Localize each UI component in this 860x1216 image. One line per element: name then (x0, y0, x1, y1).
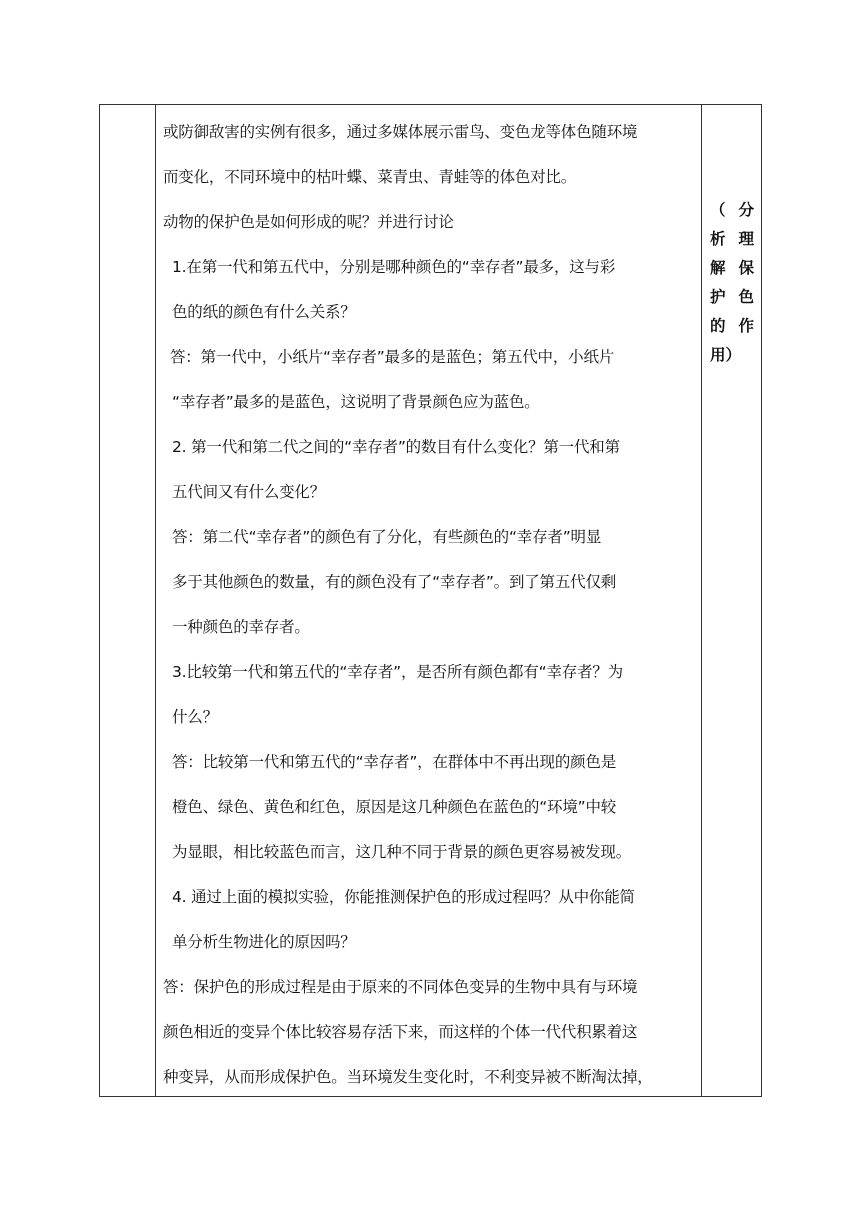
side-char: （ (710, 201, 726, 219)
side-char: 分 (738, 201, 754, 219)
side-note-row (706, 341, 758, 370)
side-note-row (706, 196, 758, 225)
answer-line: 答：第一代中，小纸片“幸存者”最多的是蓝色；第五代中，小纸片 (170, 348, 615, 366)
side-char: 保 (738, 259, 754, 277)
answer-line: 多于其他颜色的数量，有的颜色没有了“幸存者”。到了第五代仅剩 (172, 573, 617, 591)
column-divider-right (701, 104, 702, 1097)
side-char: 色 (738, 288, 754, 306)
side-note-row (706, 312, 758, 341)
side-note-row (706, 254, 758, 283)
side-char: 析 (710, 230, 726, 248)
side-note-cell (706, 196, 758, 370)
column-divider-left (155, 104, 156, 1097)
answer-line: “幸存者”最多的是蓝色，这说明了背景颜色应为蓝色。 (172, 393, 540, 411)
answer-line: 一种颜色的幸存者。 (172, 618, 310, 636)
question-line: 五代间又有什么变化？ (172, 483, 326, 501)
side-char: 作 (738, 317, 754, 335)
answer-line: 答：比较第一代和第五代的“幸存者”，在群体中不再出现的颜色是 (172, 753, 617, 771)
text-line: 而变化，不同环境中的枯叶蝶、菜青虫、青蛙等的体色对比。 (163, 168, 577, 186)
question-line: 2. 第一代和第二代之间的“幸存者”的数目有什么变化？第一代和第 (172, 438, 620, 456)
question-line: 3.比较第一代和第五代的“幸存者”，是否所有颜色都有“幸存者？为 (172, 663, 623, 681)
question-line: 什么？ (172, 708, 218, 726)
side-char: 的 (710, 317, 726, 335)
side-char: 护 (710, 288, 726, 306)
text-line: 或防御敌害的实例有很多，通过多媒体展示雷鸟、变色龙等体色随环境 (163, 123, 638, 141)
text-line: 动物的保护色是如何形成的呢？并进行讨论 (163, 213, 454, 231)
main-content-cell (163, 110, 697, 1100)
question-line: 单分析生物进化的原因吗？ (172, 933, 356, 951)
answer-line: 橙色、绿色、黄色和红色，原因是这几种颜色在蓝色的“环境”中较 (172, 798, 617, 816)
side-char: 用） (710, 346, 742, 364)
answer-line: 答：第二代“幸存者”的颜色有了分化，有些颜色的“幸存者”明显 (172, 528, 602, 546)
side-note-row (706, 225, 758, 254)
question-line: 色的纸的颜色有什么关系？ (172, 303, 356, 321)
answer-line: 答：保护色的形成过程是由于原来的不同体色变异的生物中具有与环境 (163, 978, 638, 996)
question-line: 4. 通过上面的模拟实验，你能推测保护色的形成过程吗？从中你能简 (172, 888, 635, 906)
question-line: 1.在第一代和第五代中，分别是哪种颜色的“幸存者”最多，这与彩 (172, 258, 616, 276)
side-note-row (706, 283, 758, 312)
side-char: 理 (738, 230, 754, 248)
left-empty-cell (100, 105, 155, 1096)
answer-line: 为显眼，相比较蓝色而言，这几种不同于背景的颜色更容易被发现。 (172, 843, 632, 861)
answer-line: 种变异，从而形成保护色。当环境发生变化时，不利变异被不断淘汰掉， (163, 1068, 653, 1086)
side-char: 解 (710, 259, 726, 277)
answer-line: 颜色相近的变异个体比较容易存活下来，而这样的个体一代代积累着这 (163, 1023, 638, 1041)
